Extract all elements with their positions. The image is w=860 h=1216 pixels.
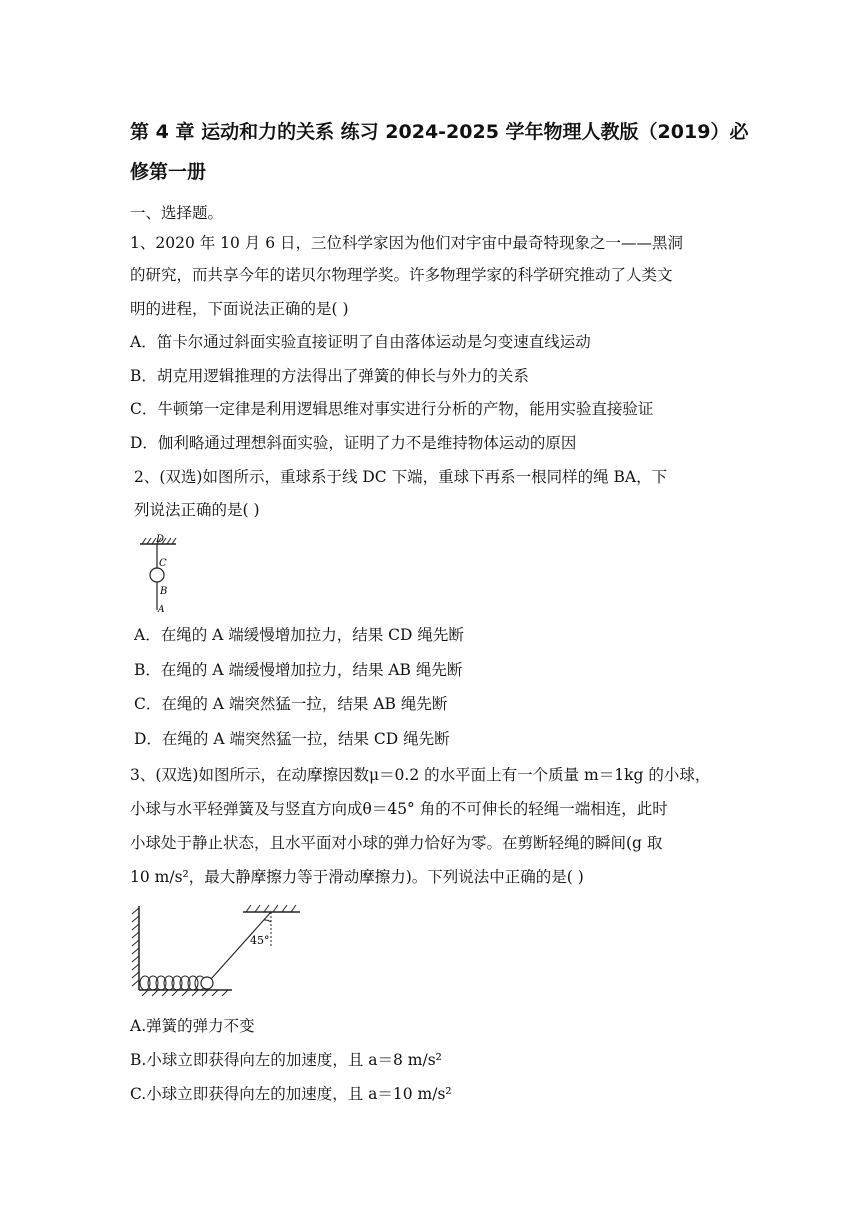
document-title: 第 4 章 运动和力的关系 练习 2024-2025 学年物理人教版（2019）必修第一册	[130, 121, 749, 183]
q3-option-a: A.弹簧的弹力不变	[130, 1017, 255, 1035]
q3-spring-rope-figure	[128, 900, 308, 1000]
label-d: D	[156, 534, 165, 545]
section-heading: 一、选择题。	[130, 204, 224, 222]
q2-stem-line: 列说法正确的是( )	[134, 501, 260, 519]
q1-stem-line: 1、2020 年 10 月 6 日，三位科学家因为他们对宇宙中最奇特现象之一——黑洞	[130, 234, 684, 252]
q1-option-d: D．伽利略通过理想斜面实验，证明了力不是维持物体运动的原因	[130, 434, 577, 452]
label-b: B	[160, 586, 168, 597]
q1-stem-line: 的研究，而共享今年的诺贝尔物理学奖。许多物理学家的科学研究推动了人类文	[130, 266, 673, 284]
q1-option-b: B．胡克用逻辑推理的方法得出了弹簧的伸长与外力的关系	[130, 367, 529, 385]
label-a: A	[158, 605, 165, 615]
q2-option-d: D．在绳的 A 端突然猛一拉，结果 CD 绳先断	[134, 730, 450, 748]
q3-stem-line: 小球处于静止状态，且水平面对小球的弹力恰好为零。在剪断轻绳的瞬间(g 取	[130, 834, 663, 852]
label-c: C	[159, 558, 167, 569]
q2-option-a: A．在绳的 A 端缓慢增加拉力，结果 CD 绳先断	[134, 626, 464, 644]
q2-pendulum-figure	[136, 532, 186, 616]
q2-option-c: C．在绳的 A 端突然猛一拉，结果 AB 绳先断	[134, 695, 448, 713]
q3-stem-line: 小球与水平轻弹簧及与竖直方向成θ＝45° 角的不可伸长的轻绳一端相连，此时	[130, 800, 668, 818]
q3-option-b: B.小球立即获得向左的加速度，且 a＝8 m/s²	[130, 1051, 442, 1069]
q3-stem-line: 3、(双选)如图所示，在动摩擦因数μ＝0.2 的水平面上有一个质量 m＝1kg 的小球，	[130, 766, 711, 784]
q3-option-c: C.小球立即获得向左的加速度，且 a＝10 m/s²	[130, 1085, 452, 1103]
q1-stem-line: 明的进程，下面说法正确的是( )	[130, 300, 349, 318]
q2-stem-line: 2、(双选)如图所示，重球系于线 DC 下端，重球下再系一根同样的绳 BA，下	[134, 468, 668, 486]
q3-stem-line: 10 m/s²，最大静摩擦力等于滑动摩擦力)。下列说法中正确的是( )	[130, 868, 584, 886]
angle-label: 45°	[250, 934, 270, 947]
q1-option-c: C．牛顿第一定律是利用逻辑思维对事实进行分析的产物，能用实验直接验证	[130, 400, 654, 418]
q2-option-b: B．在绳的 A 端缓慢增加拉力，结果 AB 绳先断	[134, 661, 463, 679]
q1-option-a: A．笛卡尔通过斜面实验直接证明了自由落体运动是匀变速直线运动	[130, 333, 591, 351]
